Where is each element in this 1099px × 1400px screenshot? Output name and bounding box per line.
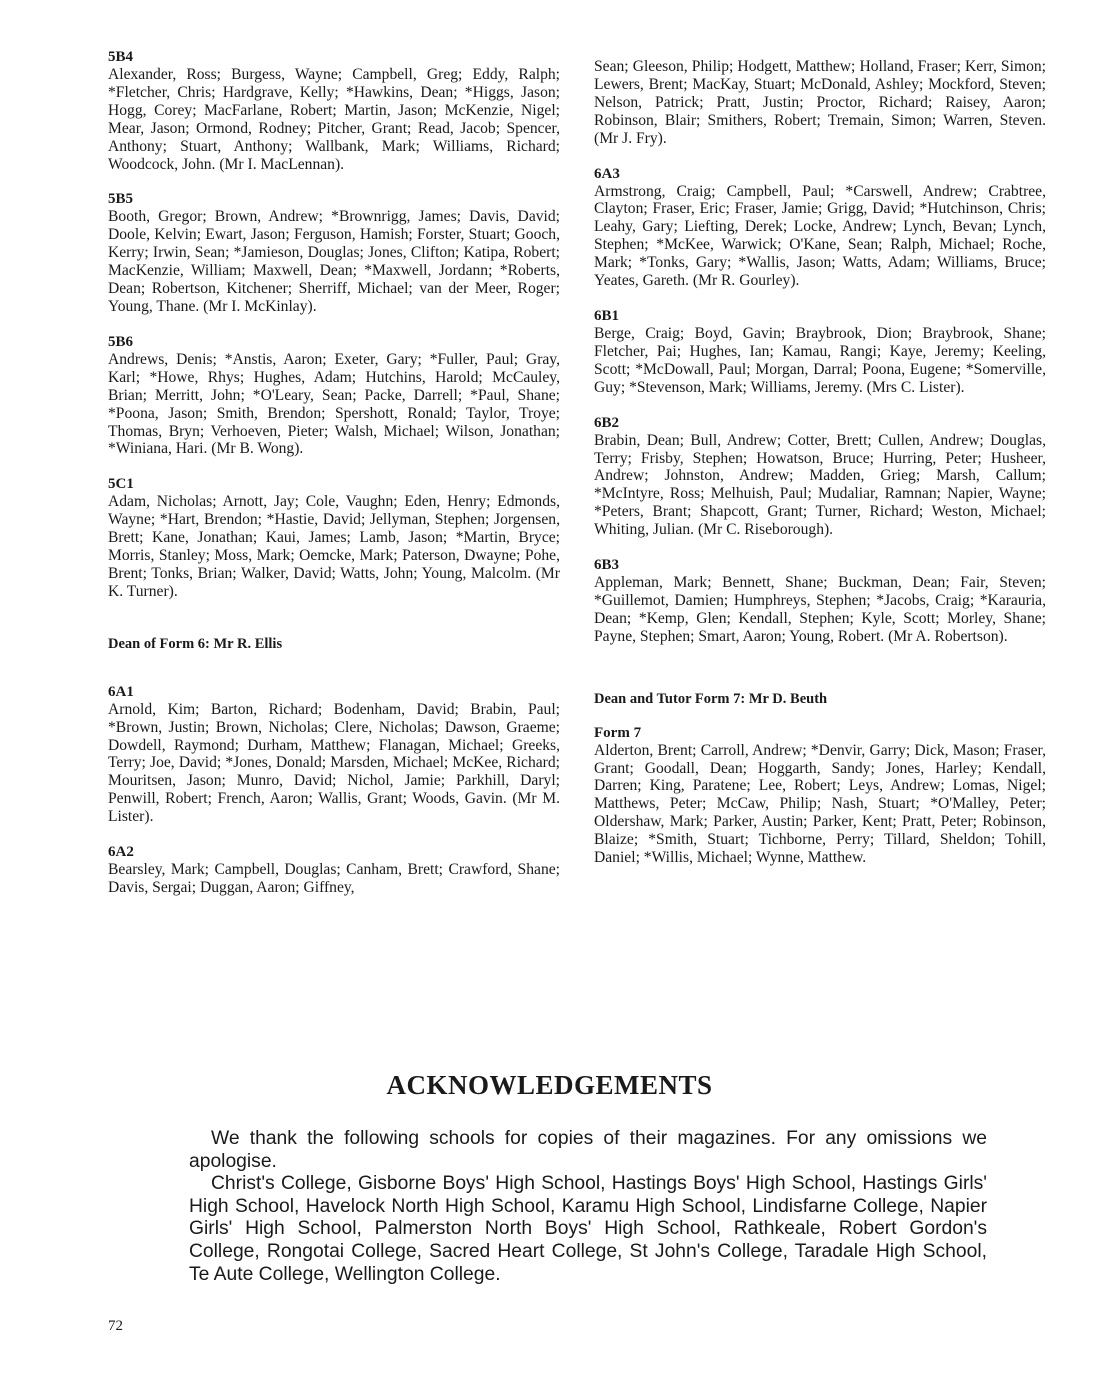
page-number: 72: [108, 1318, 123, 1334]
class-list: Appleman, Mark; Bennett, Shane; Buckman, Dean; Fair, Steven; *Guillemot, Damien; Humphreys, Stephen; *Jacobs, Craig; *Karauria, Dean; *Kemp, Glen; Kendall, Stephen; Kyle, Scott; Morley, Shane; Payne, Stephen; Smart, Aaron; Young, Robert. (Mr A. Robertson).: [594, 574, 1046, 645]
class-section-6b3: [594, 556, 1046, 646]
acknowledgements-intro: We thank the following schools for copies of their magazines. For any omissions we apologise.: [189, 1128, 987, 1172]
class-section-form7: [594, 724, 1046, 867]
class-section-6a2: [108, 843, 560, 897]
acknowledgements-body: [189, 1128, 987, 1286]
class-section-6a3: [594, 165, 1046, 290]
class-list: Arnold, Kim; Barton, Richard; Bodenham, David; Brabin, Paul; *Brown, Justin; Brown, Nicholas; Clere, Nicholas; Dawson, Graeme; Dowdell, Raymond; Durham, Matthew; Flanagan, Michael; Greeks, Terry; Joe, David; *Jones, Donald; Marsden, Michael; McKee, Richard; Mouritsen, Jason; Munro, David; Nichol, Jamie; Parkhill, Daryl; Penwill, Robert; French, Aaron; Wallis, Grant; Woods, Gavin. (Mr M. Lister).: [108, 700, 560, 826]
class-list: Berge, Craig; Boyd, Gavin; Braybrook, Dion; Braybrook, Shane; Fletcher, Pai; Hughes, Ian; Kamau, Rangi; Kaye, Jeremy; Keeling, Scott; *McDowall, Paul; Morgan, Darral; Poona, Eugene; *Somerville, Guy; *Stevenson, Mark; Williams, Jeremy. (Mrs C. Lister).: [594, 324, 1046, 396]
left-column: [108, 48, 560, 914]
class-heading: 6B2: [594, 414, 620, 431]
class-list: Booth, Gregor; Brown, Andrew; *Brownrigg, James; Davis, David; Doole, Kelvin; Ewart, Jason; Ferguson, Hamish; Forster, Stuart; Gooch, Kerry; Irwin, Sean; *Jamieson, Douglas; Jones, Clifton; Katipa, Robert; MacKenzie, William; Maxwell, Dean; *Maxwell, Jordann; *Roberts, Dean; Robertson, Kitchener; Sherriff, Michael; van der Meer, Roger; Young, Thane. (Mr I. McKinlay).: [108, 208, 560, 315]
class-section-5b5: [108, 190, 560, 315]
class-section-5c1: [108, 475, 560, 600]
class-section-5b4: [108, 48, 560, 173]
class-heading: 5B6: [108, 333, 134, 350]
class-section-6a1: [108, 683, 560, 826]
class-section-6a2-continued: [594, 58, 1046, 148]
class-section-6b1: [594, 307, 1046, 397]
class-heading: 5B4: [108, 49, 134, 65]
class-heading: Form 7: [594, 724, 642, 741]
class-list-continuation: Sean; Gleeson, Philip; Hodgett, Matthew; Holland, Fraser; Kerr, Simon; Lewers, Brent; MacKay, Stuart; McDonald, Ashley; Mockford, Steven; Nelson, Patrick; Pratt, Justin; Proctor, Richard; Raisey, Aaron; Robinson, Blair; Smithers, Robert; Tremain, Simon; Warren, Steven. (Mr J. Fry).: [594, 58, 1046, 147]
class-heading: 6B1: [594, 307, 620, 324]
class-heading: 5B5: [108, 191, 134, 208]
class-section-5b6: [108, 333, 560, 458]
right-column: [594, 58, 1046, 884]
class-list: Armstrong, Craig; Campbell, Paul; *Carswell, Andrew; Crabtree, Clayton; Fraser, Eric; Fraser, Jamie; Grigg, David; *Hutchinson, Chris; Leahy, Gary; Liefting, Derek; Locke, Andrew; Lynch, Bevan; Lynch, Stephen; *McKee, Warwick; O'Kane, Sean; Ralph, Michael; Roche, Mark; *Tonks, Gary; *Wallis, Jason; Watts, Adam; Williams, Bruce; Yeates, Gareth. (Mr R. Gourley).: [594, 182, 1046, 290]
class-list: Brabin, Dean; Bull, Andrew; Cotter, Brett; Cullen, Andrew; Douglas, Terry; Frisby, Stephen; Howatson, Bruce; Hurring, Peter; Husheer, Andrew; Johnston, Andrew; Madden, Grieg; Marsh, Callum; *McIntyre, Ross; Melhuish, Paul; Mudaliar, Ramnan; Napier, Wayne; *Peters, Brant; Shapcott, Grant; Turner, Richard; Weston, Michael; Whiting, Julian. (Mr C. Riseborough).: [594, 431, 1046, 539]
class-list: Alderton, Brent; Carroll, Andrew; *Denvir, Garry; Dick, Mason; Fraser, Grant; Goodall, Dean; Hoggarth, Sandy; Jones, Harley; Kendall, Darren; King, Paratene; Lee, Robert; Leys, Andrew; Lomas, Nigel; Matthews, Peter; McCaw, Philip; Nash, Stuart; *O'Malley, Peter; Oldershaw, Mark; Parker, Austin; Parker, Kent; Pratt, Peter; Robinson, Blaize; *Smith, Stuart; Tichborne, Perry; Tillard, Sheldon; Tohill, Daniel; *Willis, Michael; Wynne, Matthew.: [594, 741, 1046, 867]
acknowledgements-title: ACKNOWLEDGEMENTS: [386, 1070, 713, 1100]
class-list: Adam, Nicholas; Arnott, Jay; Cole, Vaughn; Eden, Henry; Edmonds, Wayne; *Hart, Brendon; *Hastie, David; Jellyman, Stephen; Jorgensen, Brett; Kane, Jonathan; Kaui, James; Lamb, Jason; *Martin, Bryce; Morris, Stanley; Moss, Mark; Oemcke, Mark; Paterson, Dwayne; Pohe, Brent; Tonks, Brian; Walker, David; Watts, John; Young, Malcolm. (Mr K. Turner).: [108, 493, 560, 600]
class-section-6b2: [594, 414, 1046, 539]
class-heading: 6A1: [108, 683, 134, 700]
class-list: Alexander, Ross; Burgess, Wayne; Campbell, Greg; Eddy, Ralph; *Fletcher, Chris; Hardgrave, Kelly; *Hawkins, Dean; *Higgs, Jason; Hogg, Corey; MacFarlane, Robert; Martin, Jason; McKenzie, Nigel; Mear, Jason; Ormond, Rodney; Pitcher, Grant; Read, Jacob; Spencer, Anthony; Stuart, Anthony; Wallbank, Mark; Williams, Richard; Woodcock, John. (Mr I. MacLennan).: [108, 66, 560, 173]
dean-form6-heading: Dean of Form 6: Mr R. Ellis: [108, 635, 283, 652]
class-list: Bearsley, Mark; Campbell, Douglas; Canham, Brett; Crawford, Shane; Davis, Sergai; Duggan, Aaron; Giffney,: [108, 861, 560, 896]
dean-form7-heading: Dean and Tutor Form 7: Mr D. Beuth: [594, 690, 828, 707]
class-heading: 6A2: [108, 844, 134, 861]
class-heading: 6B3: [594, 557, 620, 574]
class-list: Andrews, Denis; *Anstis, Aaron; Exeter, Gary; *Fuller, Paul; Gray, Karl; *Howe, Rhys; Hughes, Adam; Hutchins, Harold; McCauley, Brian; Merritt, John; *O'Leary, Sean; Packe, Darrell; *Paul, Shane; *Poona, Jason; Smith, Brendon; Spershott, Ronald; Taylor, Troye; Thomas, Bryn; Verhoeven, Pieter; Walsh, Michael; Wilson, Jonathan; *Winiana, Hari. (Mr B. Wong).: [108, 350, 560, 458]
acknowledgements-school-list: Christ's College, Gisborne Boys' High School, Hastings Boys' High School, Hastings Girls' High School, Havelock North High School, Karamu High School, Lindisfarne College, Napier Girls' High School, Palmerston North Boys' High School, Rathkeale, Robert Gordon's College, Rongotai College, Sacred Heart College, St John's College, Taradale High School, Te Aute College, Wellington College.: [189, 1173, 987, 1285]
class-heading: 5C1: [108, 476, 134, 493]
class-heading: 6A3: [594, 165, 620, 182]
